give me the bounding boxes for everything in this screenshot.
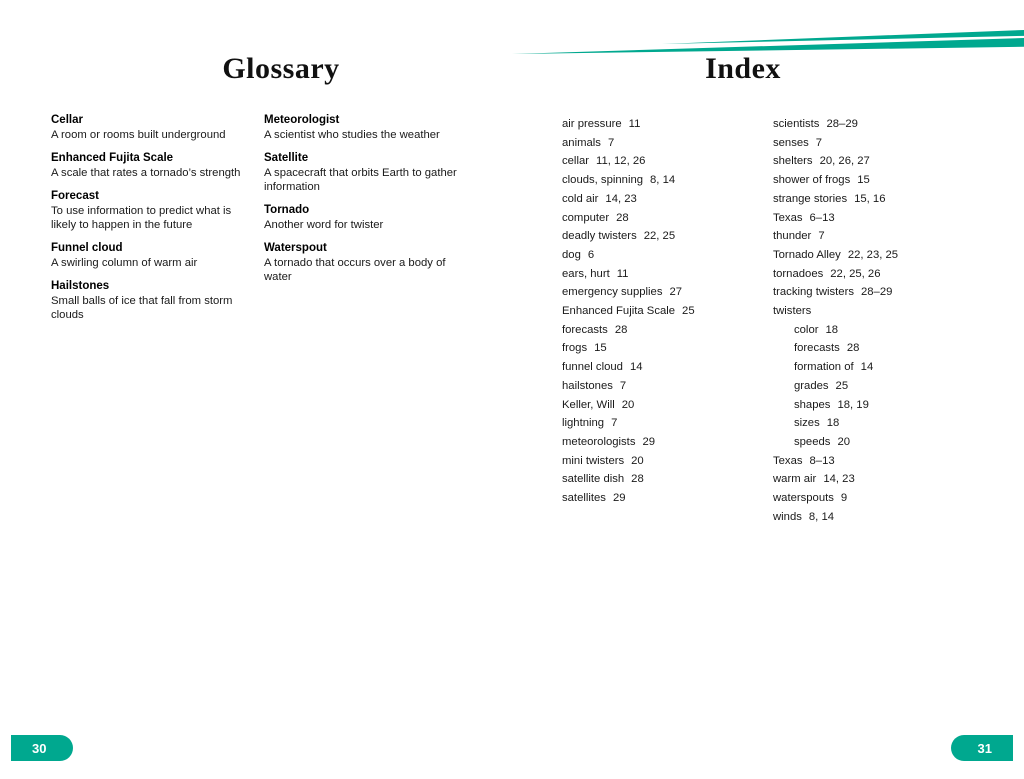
glossary-term: Hailstones <box>51 280 110 292</box>
index-column-2 <box>773 115 973 526</box>
index-entry <box>773 152 973 171</box>
index-entry <box>562 115 762 134</box>
index-entry <box>773 414 973 433</box>
index-entry <box>562 321 762 340</box>
index-term: dog <box>562 248 581 261</box>
index-pages: 22, 25, 26 <box>830 267 881 280</box>
index-pages: 28–29 <box>860 286 893 299</box>
index-pages: 9 <box>840 492 848 505</box>
glossary-column-1 <box>51 113 247 331</box>
index-term: frogs <box>562 342 588 355</box>
index-entry <box>562 489 762 508</box>
index-term: tracking twisters <box>773 286 854 299</box>
glossary-entry <box>51 241 247 270</box>
index-pages: 8, 14 <box>808 510 835 523</box>
index-entry <box>562 358 762 377</box>
index-pages: 15, 16 <box>854 192 886 205</box>
index-term: satellite dish <box>562 473 625 486</box>
index-term: strange stories <box>773 192 848 205</box>
index-term: winds <box>773 510 802 523</box>
index-term: forecasts <box>562 323 608 336</box>
glossary-definition: A tornado that occurs over a body of water <box>264 257 446 283</box>
index-entry <box>773 452 973 471</box>
index-term: tornadoes <box>773 267 824 280</box>
index-entry <box>773 377 973 396</box>
index-pages: 11 <box>628 118 641 130</box>
index-term: shower of frogs <box>773 174 851 187</box>
index-entry <box>562 190 762 209</box>
index-pages: 7 <box>815 136 823 149</box>
index-entry <box>562 171 762 190</box>
index-pages: 11, 12, 26 <box>596 155 646 168</box>
index-term: Tornado Alley <box>773 248 841 261</box>
index-entry <box>773 339 973 358</box>
index-term: shapes <box>794 398 831 411</box>
index-entry <box>562 283 762 302</box>
index-entry <box>562 134 762 153</box>
index-term: waterspouts <box>773 492 834 505</box>
page-number-left <box>11 735 73 761</box>
index-term: hailstones <box>562 379 613 392</box>
index-pages: 28 <box>616 211 629 224</box>
index-pages: 7 <box>619 379 627 392</box>
index-pages: 20 <box>631 454 644 467</box>
index-entry <box>773 115 973 134</box>
glossary-definition: A scientist who studies the weather <box>264 129 440 141</box>
index-entry <box>562 396 762 415</box>
index-term: formation of <box>794 361 854 374</box>
index-pages: 25 <box>682 305 695 318</box>
glossary-term: Meteorologist <box>264 114 340 126</box>
index-pages: 14, 23 <box>823 473 855 486</box>
index-entry <box>773 190 973 209</box>
page-number-right <box>951 735 1013 761</box>
glossary-term: Funnel cloud <box>51 242 123 254</box>
glossary-column-2 <box>264 113 460 293</box>
index-entry <box>562 152 762 171</box>
glossary-definition: A scale that rates a tornado’s strength <box>51 167 241 179</box>
index-entry <box>562 414 762 433</box>
index-term: forecasts <box>794 342 840 355</box>
index-term: scientists <box>773 118 820 130</box>
index-entry <box>773 227 973 246</box>
index-term: funnel cloud <box>562 361 623 374</box>
index-pages: 7 <box>818 230 825 243</box>
glossary-definition: To use information to predict what is likely to happen in the future <box>51 205 232 231</box>
index-entry <box>773 470 973 489</box>
index-entry <box>773 396 973 415</box>
index-term: shelters <box>773 155 813 168</box>
index-term: clouds, spinning <box>562 174 644 187</box>
index-entry <box>773 321 973 340</box>
index-pages: 8, 14 <box>650 174 676 187</box>
index-term: Enhanced Fujita Scale <box>562 305 676 318</box>
index-pages: 14 <box>629 361 643 374</box>
index-term: Texas <box>773 211 803 224</box>
index-entry <box>562 246 762 265</box>
index-term: ears, hurt <box>562 267 610 280</box>
index-pages: 27 <box>669 286 683 299</box>
index-page-title: Index <box>705 52 781 85</box>
glossary-entry <box>264 203 460 232</box>
page-number-left-label: 30 <box>32 740 47 756</box>
index-term: Keller, Will <box>562 398 615 411</box>
index-entry <box>773 489 973 508</box>
glossary-term: Waterspout <box>264 242 327 254</box>
index-term: sizes <box>794 417 820 430</box>
index-pages: 20, 26, 27 <box>819 155 870 168</box>
index-term: thunder <box>773 230 812 243</box>
glossary-entry <box>264 151 460 194</box>
index-term: computer <box>562 211 610 224</box>
glossary-definition: Another word for twister <box>264 219 384 231</box>
index-term: twisters <box>773 305 812 318</box>
index-pages: 29 <box>612 492 626 505</box>
glossary-definition: A spacecraft that orbits Earth to gather information <box>264 167 457 193</box>
index-entry <box>562 265 762 284</box>
index-entry <box>773 508 973 527</box>
index-term: senses <box>773 136 809 149</box>
glossary-entry <box>264 241 460 284</box>
index-pages: 20 <box>837 435 851 448</box>
index-pages: 14, 23 <box>605 192 637 205</box>
glossary-entry <box>51 151 247 180</box>
index-pages: 18, 19 <box>837 398 869 411</box>
index-term: lightning <box>562 417 605 430</box>
index-entry <box>562 209 762 228</box>
index-term: meteorologists <box>562 435 636 448</box>
index-term: deadly twisters <box>562 230 637 243</box>
glossary-entry <box>51 189 247 232</box>
glossary-entry <box>51 279 247 322</box>
index-term: air pressure <box>562 118 622 130</box>
index-entry <box>773 302 973 321</box>
index-entry <box>773 265 973 284</box>
glossary-term: Tornado <box>264 204 310 216</box>
glossary-term: Forecast <box>51 190 99 202</box>
glossary-definition: A room or rooms built underground <box>51 129 226 141</box>
index-term: mini twisters <box>562 454 625 467</box>
index-term: warm air <box>773 473 817 486</box>
index-entry <box>773 134 973 153</box>
index-term: speeds <box>794 435 831 448</box>
index-pages: 7 <box>607 136 615 149</box>
index-pages: 15 <box>594 342 607 355</box>
index-pages: 8–13 <box>809 454 835 467</box>
index-entry <box>562 470 762 489</box>
glossary-definition: Small balls of ice that fall from storm clouds <box>51 295 233 321</box>
index-term: animals <box>562 136 601 149</box>
index-term: satellites <box>562 492 606 505</box>
index-entry <box>562 452 762 471</box>
glossary-entry <box>264 113 460 142</box>
index-entry <box>773 283 973 302</box>
index-entry <box>773 171 973 190</box>
index-entry <box>773 209 973 228</box>
index-column-1 <box>562 115 762 508</box>
index-pages: 11 <box>616 267 629 280</box>
index-pages: 22, 23, 25 <box>847 248 899 261</box>
glossary-term: Satellite <box>264 152 309 164</box>
index-entry <box>562 339 762 358</box>
index-pages: 29 <box>642 435 656 448</box>
index-entry <box>562 227 762 246</box>
index-term: emergency supplies <box>562 286 663 299</box>
index-entry <box>562 377 762 396</box>
index-entry <box>773 433 973 452</box>
index-pages: 15 <box>857 174 870 187</box>
index-term: color <box>794 323 819 336</box>
index-pages: 28–29 <box>826 118 858 130</box>
index-pages: 25 <box>835 379 849 392</box>
glossary-term: Cellar <box>51 114 83 126</box>
index-pages: 28 <box>631 473 644 486</box>
index-pages: 22, 25 <box>643 230 676 243</box>
index-pages: 20 <box>621 398 635 411</box>
index-pages: 6–13 <box>809 211 835 224</box>
index-term: cellar <box>562 155 589 168</box>
index-term: grades <box>794 379 829 392</box>
index-entry <box>773 246 973 265</box>
index-term: cold air <box>562 192 599 205</box>
index-entry <box>562 302 762 321</box>
page-number-right-label: 31 <box>977 740 992 756</box>
index-term: Texas <box>773 454 803 467</box>
index-pages: 14 <box>860 361 874 374</box>
index-entry <box>562 433 762 452</box>
glossary-term: Enhanced Fujita Scale <box>51 152 174 164</box>
glossary-entry <box>51 113 247 142</box>
glossary-page-title: Glossary <box>222 52 340 85</box>
index-entry <box>773 358 973 377</box>
index-pages: 18 <box>825 323 839 336</box>
index-pages: 6 <box>587 248 595 261</box>
index-pages: 28 <box>614 323 628 336</box>
index-pages: 7 <box>611 417 618 430</box>
index-pages: 28 <box>846 342 860 355</box>
glossary-definition: A swirling column of warm air <box>51 257 198 269</box>
index-pages: 18 <box>826 417 840 430</box>
